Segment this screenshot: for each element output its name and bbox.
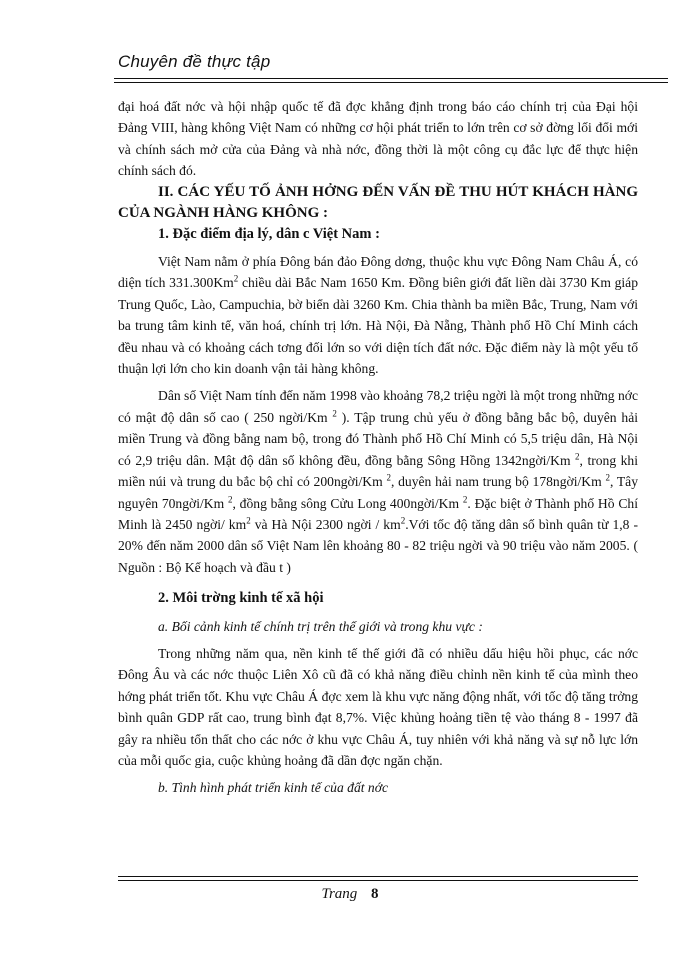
- subsection-heading-1: 1. Đặc điểm địa lý, dân c Việt Nam :: [158, 225, 380, 242]
- header-rule-top: [114, 78, 668, 79]
- subheading-a: a. Bối cảnh kinh tế chính trị trên thế giới và trong khu vực :: [158, 618, 483, 634]
- footer-page-number: 8: [371, 886, 379, 902]
- paragraph-population: Dân số Việt Nam tính đến năm 1998 vào khoảng 78,2 triệu ngời là một trong những nớc có mật độ dân số cao ( 250 ngời/Km $^2$ ). Tập trung chủ yếu ở đồng bằng bắc bộ, duyên hải miền Trung và đồng bằng nam bộ, trong đó Thành phố Hồ Chí Minh có 5,5 triệu dân, Hà Nội có 2,9 triệu dân. Mật độ dân số không đều, đồng bằng Sông Hồng 1342ngời/Km $^2$, trong khi miền núi và trung du bắc bộ chỉ có 200ngời/Km $^2$, duyên hải nam trung bộ 178ngời/Km $^2$, Tây nguyên 70ngời/Km $^2$, đồng bằng sông Cửu Long 400ngời/Km $^2$. Đặc biệt ở Thành phố Hồ Chí Minh là 2450 ngời/ $km^2$ và Hà Nội 2300 ngời / $km^2.Với$ tốc độ tăng dân số bình quân từ 1,8 - 20% đến năm 2000 dân số Việt Nam lên khoảng 80 - 82 triệu ngời và 90 triệu vào năm 2005. ( Nguồn : Bộ Kế hoạch và đầu t ): [118, 388, 639, 575]
- paragraph-continuation: đại hoá đất nớc và hội nhập quốc tế đã đợc khẳng định trong báo cáo chính trị của Đại hội Đảng VIII, hàng không Việt Nam có những cơ hội phát triển to lớn trên cơ sở đờng lối đổi mới và chính sách mở cửa của Đảng và nhà nớc, đồng thời là một công cụ đắc lực để thực hiện chính sách đó.: [118, 99, 638, 179]
- footer-rule-top: [118, 876, 638, 877]
- section-heading-2: II. CÁC YẾU TỐ ẢNH HỞNG ĐẾN VẤN ĐỀ THU HÚT KHÁCH HÀNG CỦA NGÀNH HÀNG KHÔNG :: [118, 183, 638, 221]
- header-title: Chuyên đề thực tập: [118, 52, 271, 71]
- paragraph-geography: Việt Nam nằm ở phía Đông bán đảo Đông dơng, thuộc khu vực Đông Nam Châu Á, có diện tích 331.300Km$^2$ chiều dài Bắc Nam 1650 Km. Đồng biên giới đất liền dài 3730 Km giáp Trung Quốc, Lào, Campuchia, bờ biển dài 3260 Km. Chia thành ba miền Bắc, Trung, Nam với ba trung tâm kinh tế, văn hoá, chính trị lớn. Hà Nội, Đà Nẵng, Thành phố Hồ Chí Minh cách đều nhau và có khoảng cách tơng đối lớn so với diện tích đất nớc. Đặc điểm này là một yếu tố thuận lợi lớn cho kin doanh vận tải hàng không.: [118, 254, 638, 377]
- footer-page-label: Trang: [321, 886, 358, 902]
- subheading-b: b. Tình hình phát triển kinh tế của đất nớc: [158, 780, 389, 796]
- page-footer: [0, 886, 700, 903]
- header-rule-bottom: [114, 82, 668, 83]
- document-body: [118, 96, 638, 799]
- footer-rule-bottom: [118, 880, 638, 881]
- subsection-heading-2: 2. Môi trờng kinh tế xã hội: [158, 590, 324, 607]
- paragraph-economy: Trong những năm qua, nền kinh tế thế giới đã có nhiều dấu hiệu hồi phục, các nớc Đông Âu và các nớc thuộc Liên Xô cũ đã có khả năng điều chỉnh nền kinh tế của mình theo hớng phát triển tốt. Khu vực Châu Á đợc xem là khu vực năng động nhất, với tốc độ tăng trởng bình quân GDP rất cao, trung bình đạt 8,7%. Việc khủng hoảng tiền tệ vào tháng 8 - 1997 đã gây ra nhiều tổn thất cho các nớc ở khu vực Châu Á, tuy nhiên với khả năng và sự nỗ lực lớn của mỗi quốc gia, cuộc khủng hoảng đã dần đợc ngăn chặn.: [118, 645, 638, 768]
